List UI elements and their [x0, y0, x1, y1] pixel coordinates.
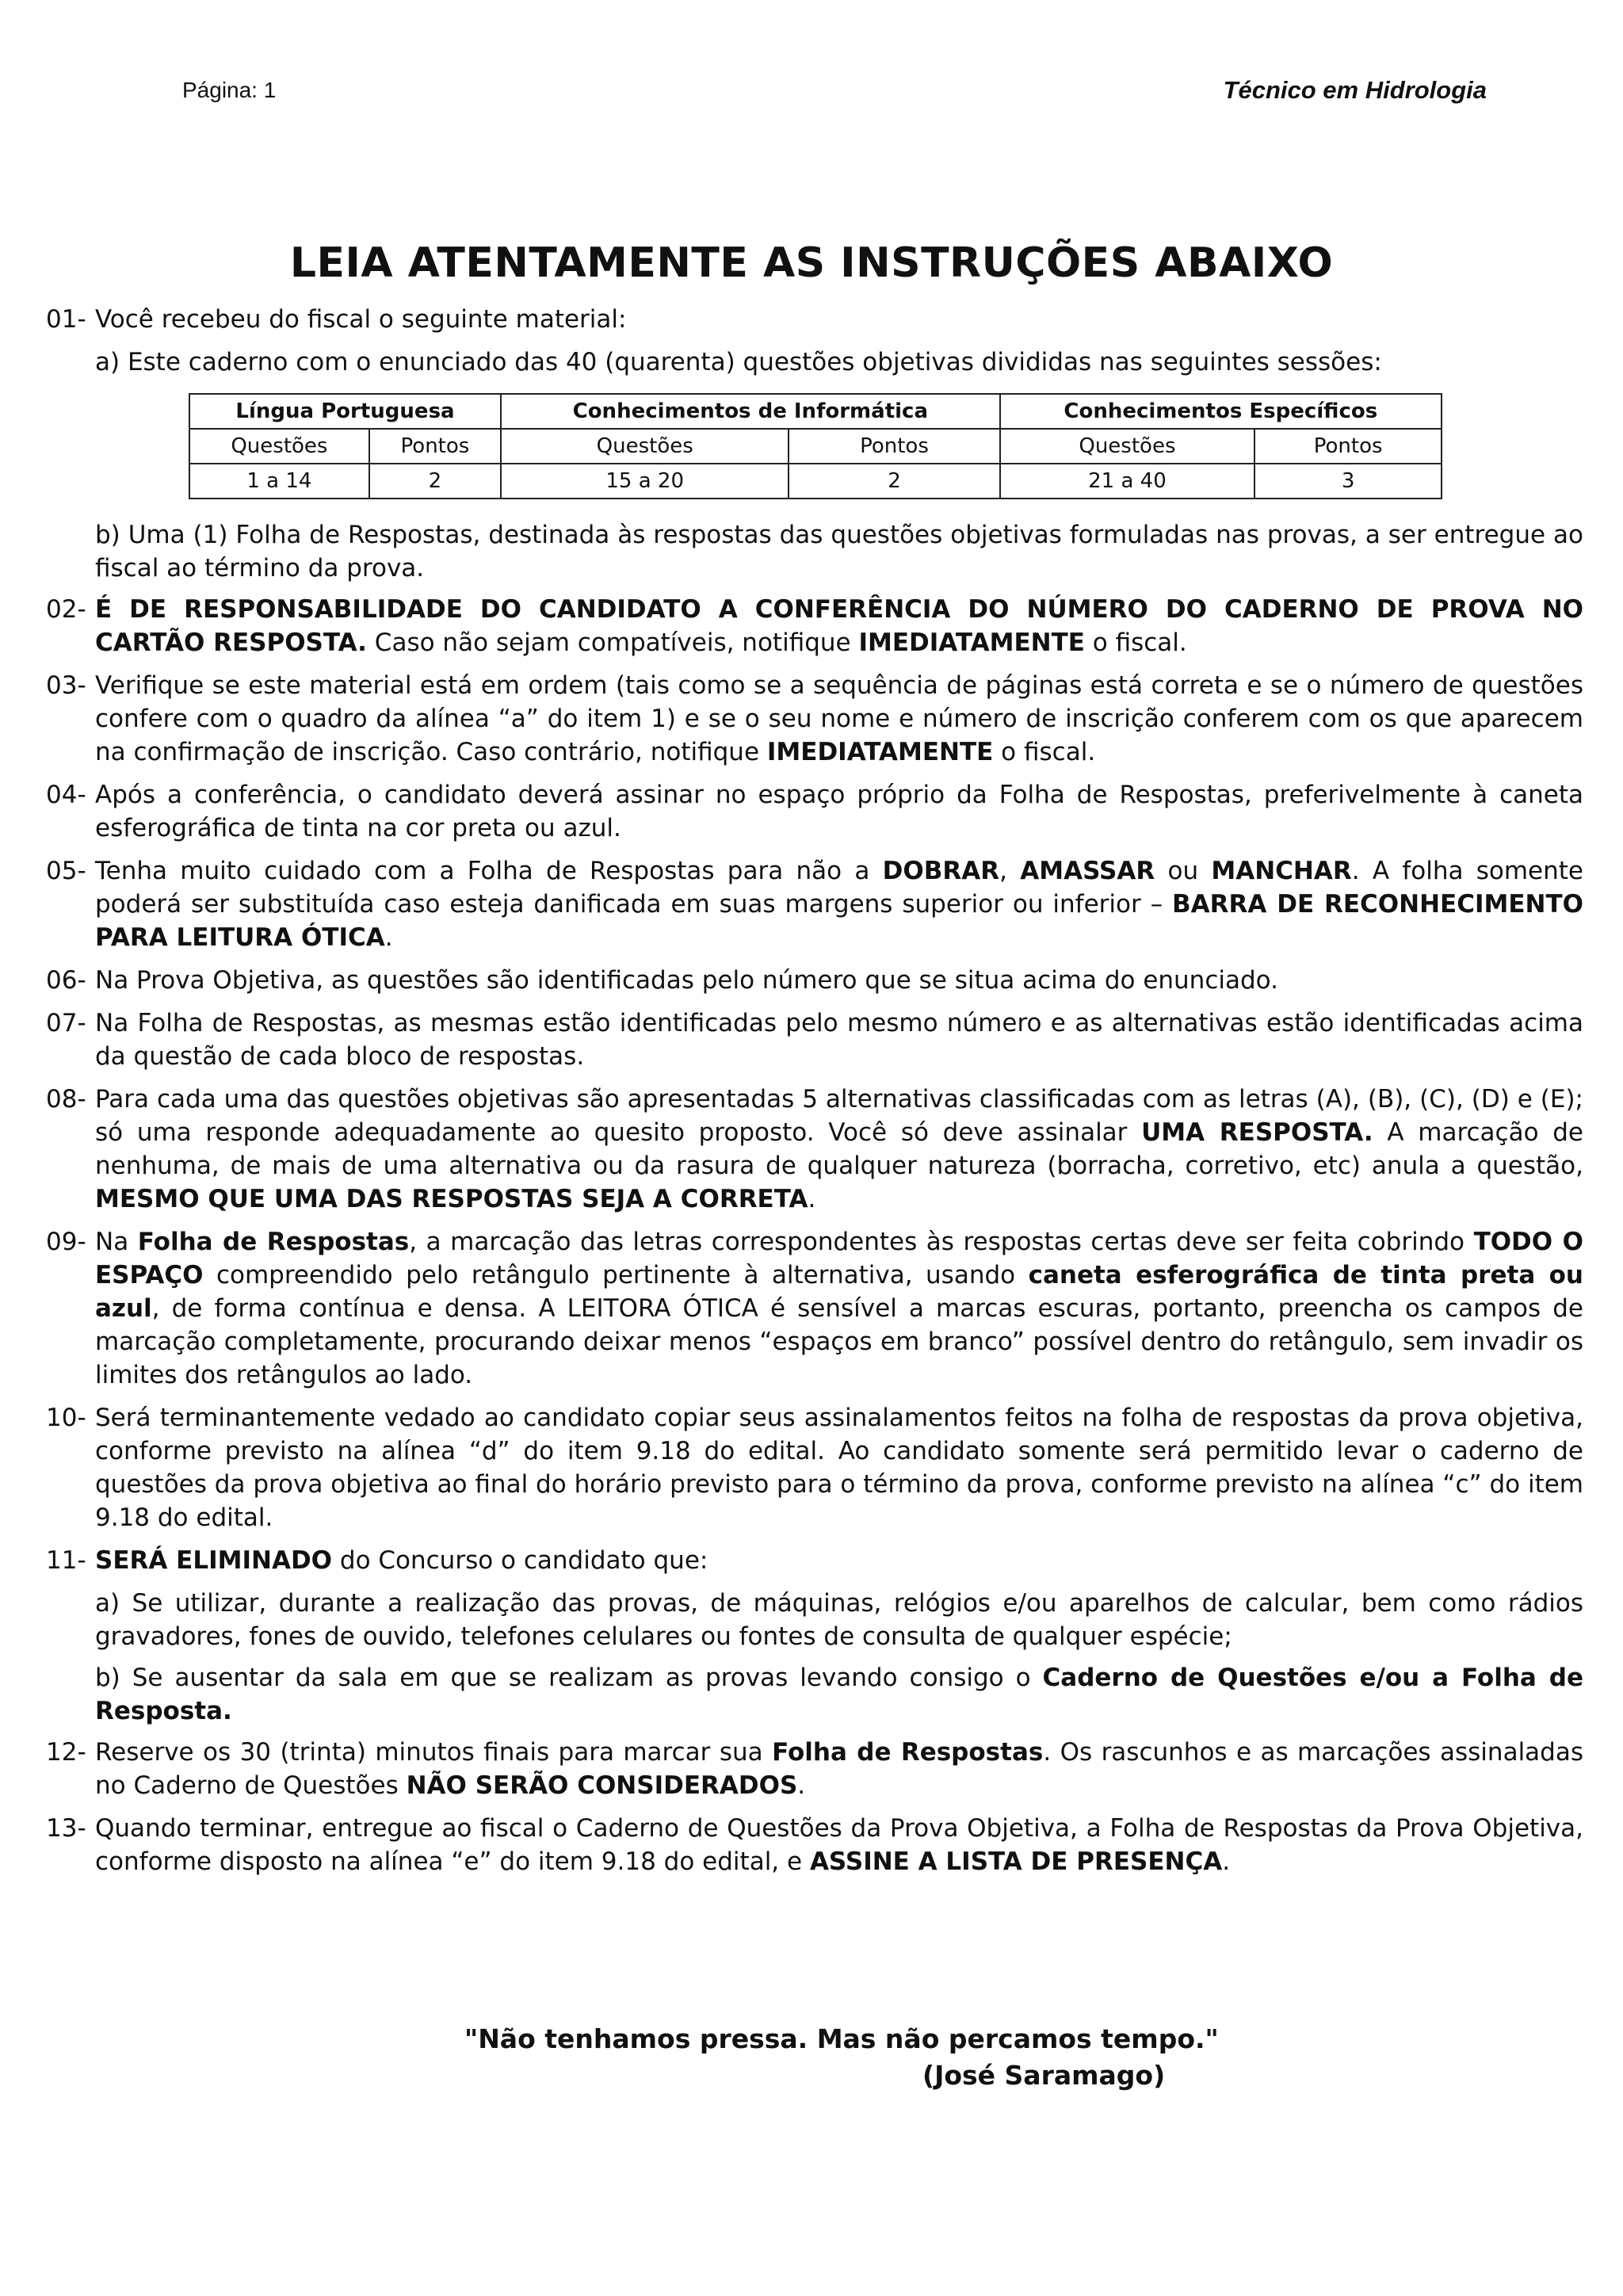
item-number: 09-: [46, 1228, 86, 1256]
item-text: .: [1222, 1847, 1231, 1876]
instruction-07: [46, 1007, 1583, 1073]
instruction-06: [46, 964, 1583, 997]
subheader-cell: Questões: [189, 429, 369, 464]
item-text: Quando terminar, entregue ao fiscal o Caderno de Questões da Prova Objetiva, a Folha de Respostas da Prova Objetiva, conforme disposto na alínea “e” do item 9.18 do edital, e: [95, 1814, 1583, 1876]
page-header: [182, 78, 1487, 109]
instruction-05: [46, 854, 1583, 954]
item-text: Na Folha de Respostas, as mesmas estão identificadas pelo mesmo número e as alternativas estão identificadas acima da questão de cada bloco de respostas.: [95, 1009, 1583, 1071]
item-text: .: [808, 1185, 816, 1213]
instruction-03: [46, 669, 1583, 769]
item-number: 02-: [46, 595, 86, 624]
instruction-04: [46, 778, 1583, 845]
table-cell: 2: [369, 464, 501, 499]
subheader-cell: Pontos: [789, 429, 999, 464]
table-cell: 15 a 20: [501, 464, 789, 499]
item-text: .: [797, 1771, 806, 1800]
item-text: do Concurso o candidato que:: [332, 1546, 708, 1575]
bold-text: TODO O ESPAÇO: [95, 1228, 1583, 1289]
group-specific: Conhecimentos Específicos: [1000, 394, 1442, 429]
table-cell: 2: [789, 464, 999, 499]
bold-text: BARRA DE RECONHECIMENTO PARA LEITURA ÓTICA: [95, 890, 1583, 952]
instructions-list: [46, 303, 1583, 1888]
bold-text: MANCHAR: [1211, 857, 1352, 885]
item-text: Após a conferência, o candidato deverá assinar no espaço próprio da Folha de Respostas, preferivelmente à caneta esferográfica de tinta na cor preta ou azul.: [95, 781, 1583, 842]
group-informatics: Conhecimentos de Informática: [501, 394, 1000, 429]
instruction-13: [46, 1812, 1583, 1878]
course-title: Técnico em Hidrologia: [1223, 76, 1487, 104]
item-text: , a marcação das letras correspondentes às respostas certas deve ser feita cobrindo: [409, 1228, 1474, 1256]
bold-text: AMASSAR: [1020, 857, 1155, 885]
instruction-08: [46, 1083, 1583, 1216]
instructions-title: LEIA ATENTAMENTE AS INSTRUÇÕES ABAIXO: [289, 239, 1334, 287]
bold-text: É DE RESPONSABILIDADE DO CANDIDATO A CONFERÊNCIA DO NÚMERO DO CADERNO DE PROVA NO CARTÃO RESPOSTA.: [95, 595, 1583, 657]
item-text: . Os rascunhos e as marcações assinaladas no Caderno de Questões: [95, 1738, 1583, 1800]
instruction-11: [46, 1544, 1583, 1577]
instruction-02: [46, 593, 1583, 659]
instruction-12: [46, 1736, 1583, 1802]
item-text: o fiscal.: [993, 738, 1096, 766]
item-text: A marcação de nenhuma, de mais de uma alternativa ou da rasura de qualquer natureza (borracha, corretivo, etc) anula a questão,: [95, 1118, 1583, 1180]
bold-text: Folha de Respostas: [137, 1228, 410, 1256]
group-portuguese: Língua Portuguesa: [189, 394, 501, 429]
table-cell: 3: [1254, 464, 1442, 499]
item-number: 05-: [46, 857, 86, 885]
item-number: 04-: [46, 781, 86, 809]
bold-text: SERÁ ELIMINADO: [95, 1546, 333, 1575]
item-number: 12-: [46, 1738, 86, 1767]
item-text: .: [384, 923, 393, 952]
bold-text: NÃO SERÃO CONSIDERADOS: [406, 1771, 798, 1800]
item-text: Caso não sejam compatíveis, notifique: [366, 628, 859, 657]
item-text: compreendido pelo retângulo pertinente à alternativa, usando: [203, 1261, 1029, 1289]
item-text: , de forma contínua e densa. A LEITORA ÓTICA é sensível a marcas escuras, portanto, preencha os campos de marcação completamente, procurando deixar menos “espaços em branco” possível dentro do retângulo, sem invadir os limites dos retângulos ao lado.: [95, 1294, 1583, 1389]
instruction-11-b: [95, 1661, 1583, 1728]
bold-text: MESMO QUE UMA DAS RESPOSTAS SEJA A CORRETA: [95, 1185, 808, 1213]
item-number: 13-: [46, 1814, 86, 1843]
item-number: 06-: [46, 966, 86, 995]
table-subheader-row: [189, 429, 1442, 464]
item-text: Reserve os 30 (trinta) minutos finais para marcar sua: [95, 1738, 773, 1767]
bold-text: Caderno de Questões e/ou a Folha de Resposta.: [95, 1664, 1583, 1725]
item-text: Na: [95, 1228, 138, 1256]
instruction-10: [46, 1401, 1583, 1534]
table-cell: 1 a 14: [189, 464, 369, 499]
quote-text: "Não tenhamos pressa. Mas não percamos tempo.": [464, 2023, 1219, 2054]
item-text: Será terminantemente vedado ao candidato copiar seus assinalamentos feitos na folha de respostas da prova objetiva, conforme previsto na alínea “d” do item 9.18 do edital. Ao candidato somente será permitido levar o caderno de questões da prova objetiva ao final do horário previsto para o término da prova, conforme previsto na alínea “c” do item 9.18 do edital.: [95, 1404, 1583, 1532]
bold-text: IMEDIATAMENTE: [766, 738, 994, 766]
page-number: Página: 1: [182, 78, 277, 102]
subheader-cell: Questões: [1000, 429, 1255, 464]
item-number: 01-: [46, 305, 86, 334]
table-cell: 21 a 40: [1000, 464, 1255, 499]
item-text: o fiscal.: [1084, 628, 1187, 657]
item-text: Para cada uma das questões objetivas são apresentadas 5 alternativas classificadas com as letras (A), (B), (C), (D) e (E); só uma responde adequadamente ao quesito proposto. Você só deve assinalar: [95, 1085, 1583, 1147]
instruction-11-a: a) Se utilizar, durante a realização das provas, de máquinas, relógios e/ou aparelhos de calcular, bem como rádios gravadores, fones de ouvido, telefones celulares ou fontes de consulta de qualquer espécie;: [95, 1589, 1583, 1651]
item-text: b) Se ausentar da sala em que se realizam as provas levando consigo o: [95, 1664, 1043, 1692]
item-text: Você recebeu do fiscal o seguinte material:: [95, 305, 627, 334]
quote-author: (José Saramago): [922, 2060, 1166, 2091]
bold-text: DOBRAR: [882, 857, 1000, 885]
item-text: Tenha muito cuidado com a Folha de Respostas para não a: [95, 857, 883, 885]
instruction-01-a: a) Este caderno com o enunciado das 40 (quarenta) questões objetivas divididas nas seguintes sessões:: [95, 348, 1382, 376]
instruction-09: [46, 1225, 1583, 1392]
item-number: 07-: [46, 1009, 86, 1037]
item-number: 03-: [46, 671, 86, 700]
item-number: 08-: [46, 1085, 86, 1114]
bold-text: caneta esferográfica de tinta preta ou azul: [95, 1261, 1583, 1323]
table-group-row: [189, 394, 1442, 429]
bold-text: UMA RESPOSTA.: [1141, 1118, 1373, 1147]
score-table: [189, 393, 1442, 499]
instruction-01: [46, 303, 1583, 336]
subheader-cell: Questões: [501, 429, 789, 464]
item-text: ,: [999, 857, 1021, 885]
bold-text: ASSINE A LISTA DE PRESENÇA: [809, 1847, 1223, 1876]
item-text: Verifique se este material está em ordem (tais como se a sequência de páginas está correta e se o número de questões confere com o quadro da alínea “a” do item 1) e se o seu nome e número de inscrição conferem com os que aparecem na confirmação de inscrição. Caso contrário, notifique: [95, 671, 1583, 766]
table-row: [189, 464, 1442, 499]
bold-text: Folha de Respostas: [772, 1738, 1044, 1767]
subheader-cell: Pontos: [369, 429, 501, 464]
item-number: 11-: [46, 1546, 86, 1575]
item-text: . A folha somente poderá ser substituída caso esteja danificada em suas margens superior ou inferior –: [95, 857, 1583, 919]
subheader-cell: Pontos: [1254, 429, 1442, 464]
item-text: ou: [1155, 857, 1212, 885]
item-text: Na Prova Objetiva, as questões são identificadas pelo número que se situa acima do enunciado.: [95, 966, 1278, 995]
bold-text: IMEDIATAMENTE: [858, 628, 1085, 657]
item-number: 10-: [46, 1404, 86, 1432]
instruction-01-b: b) Uma (1) Folha de Respostas, destinada às respostas das questões objetivas formuladas nas provas, a ser entregue ao fiscal ao término da prova.: [95, 521, 1583, 583]
